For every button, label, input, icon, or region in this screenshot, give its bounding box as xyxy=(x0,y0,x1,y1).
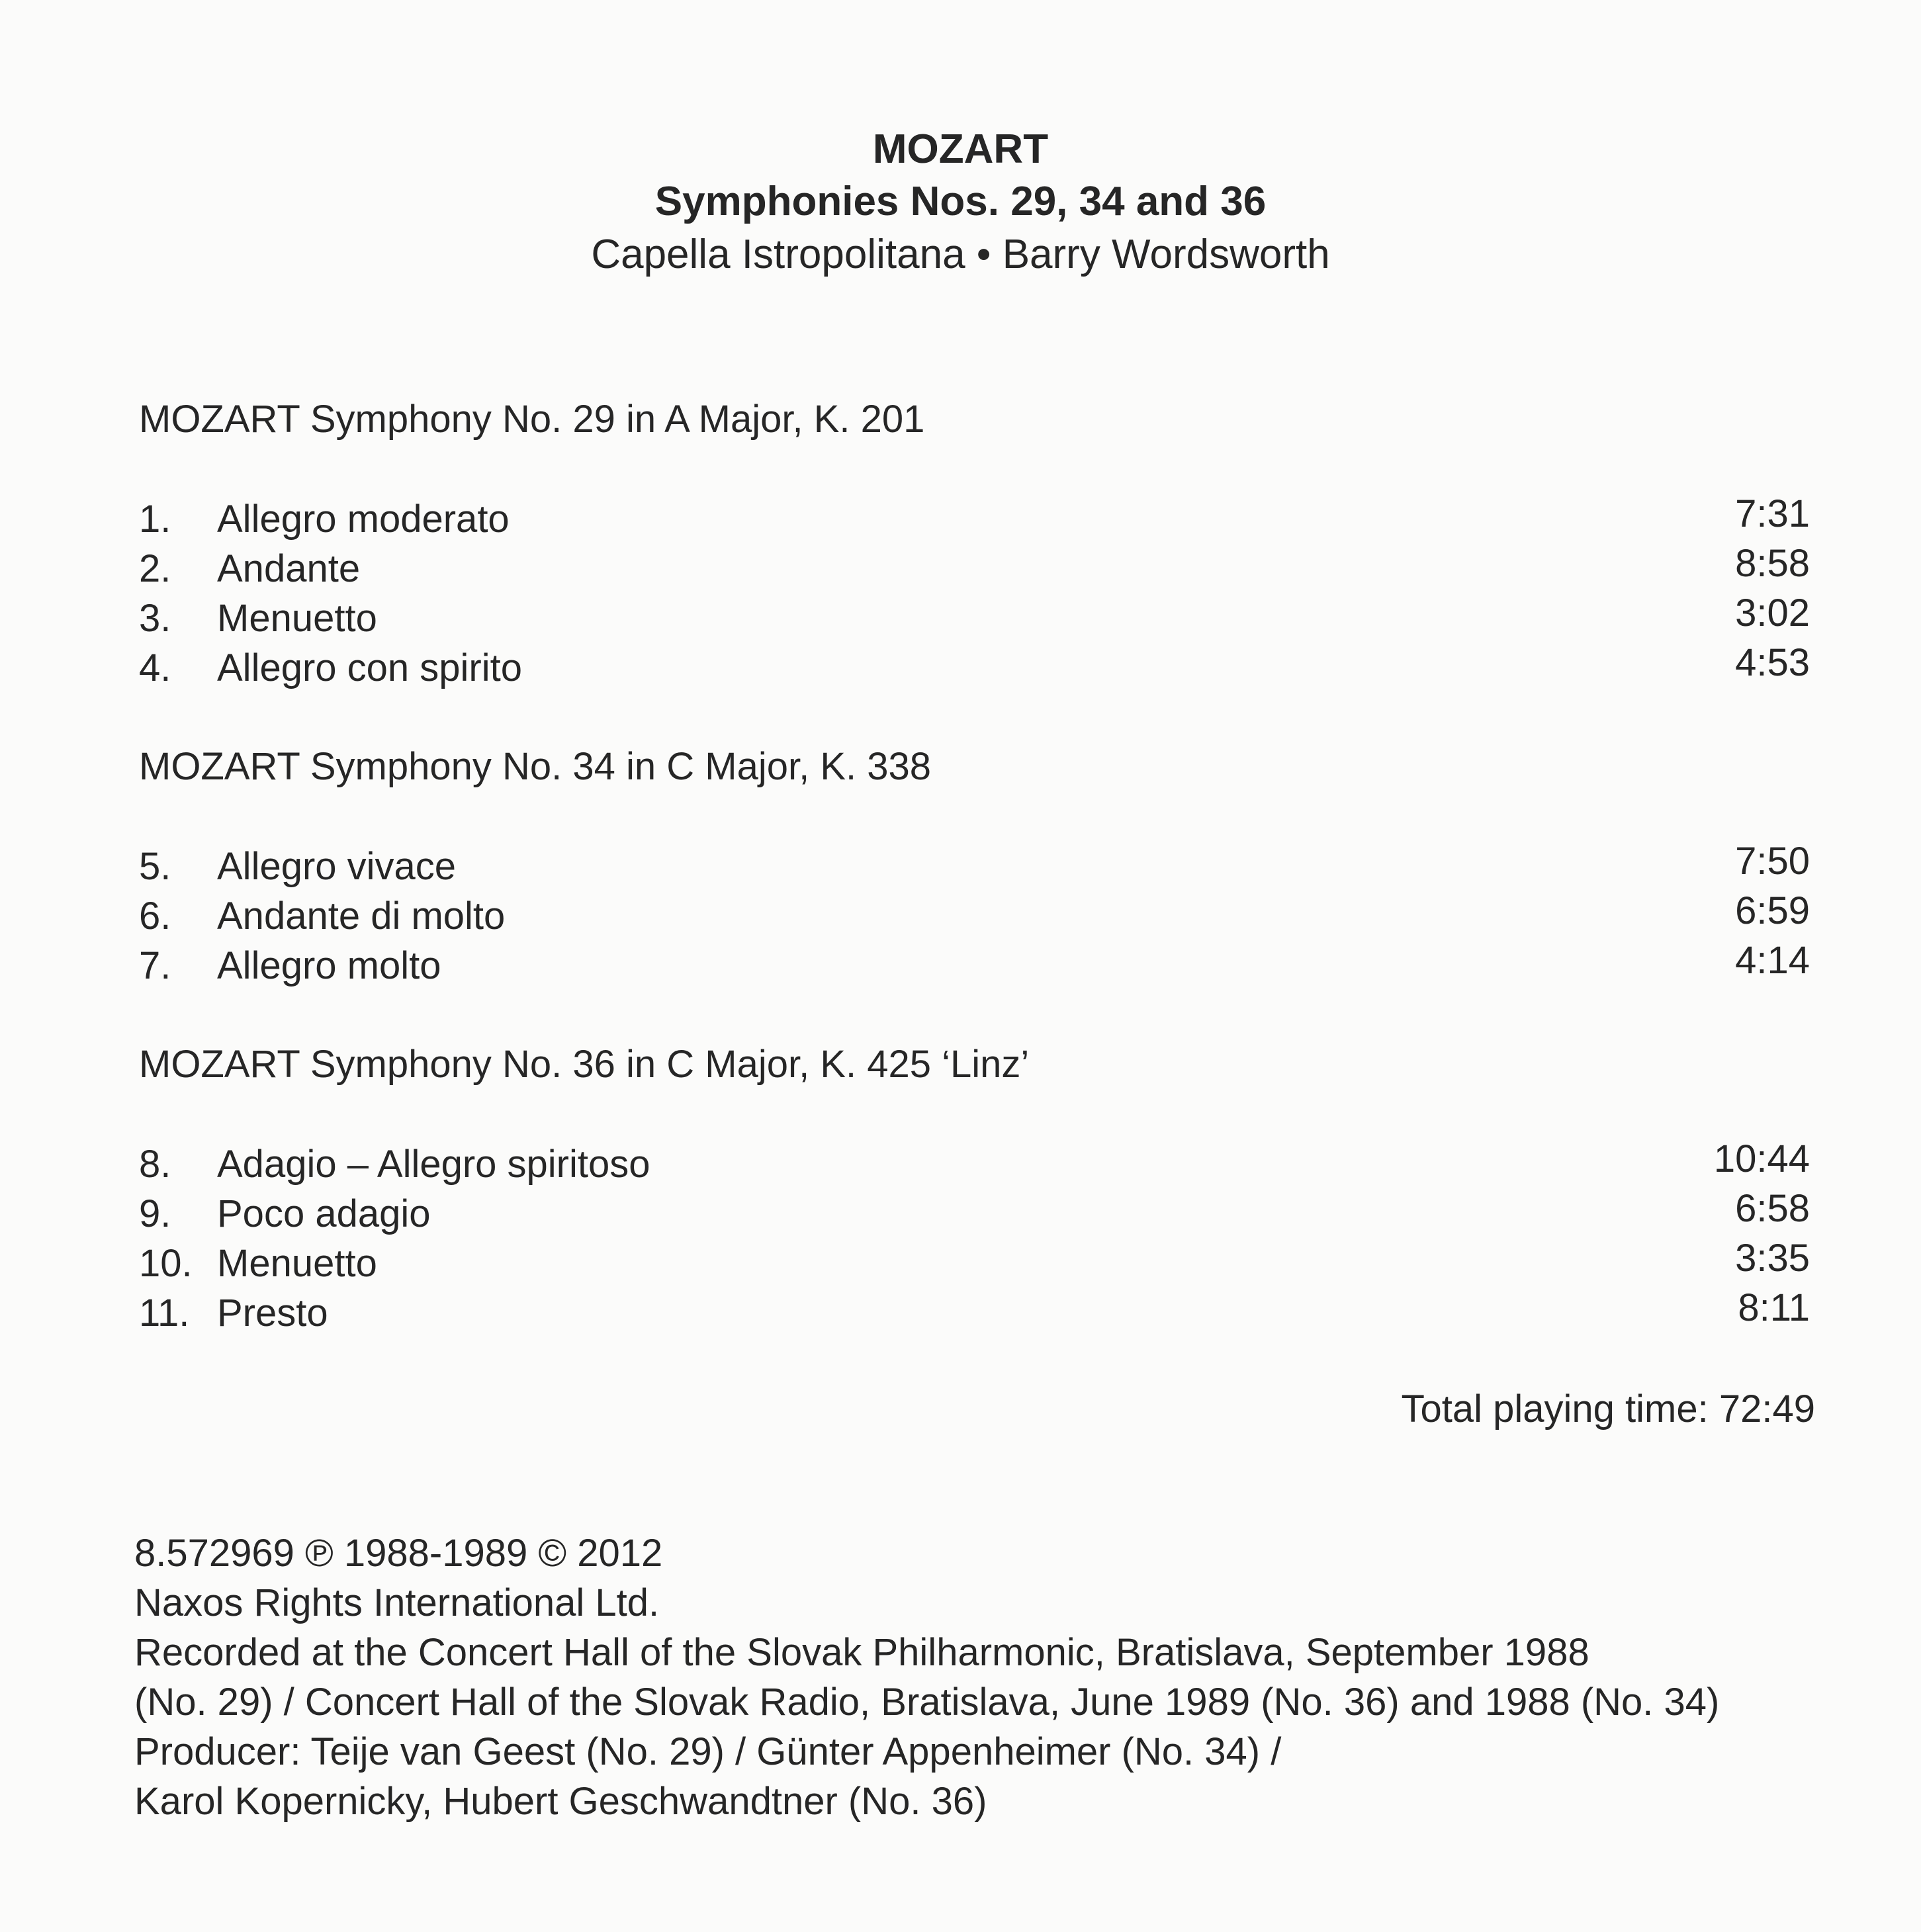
work-title: MOZART Symphony No. 34 in C Major, K. 338 xyxy=(139,745,932,788)
track-duration: 10:44 xyxy=(1713,1137,1810,1180)
track-row xyxy=(139,891,1810,941)
track-name: Allegro con spirito xyxy=(217,646,522,689)
track-row xyxy=(139,1288,1810,1338)
track-duration: 4:14 xyxy=(1735,939,1810,982)
recording-line: (No. 29) / Concert Hall of the Slovak Radio, Bratislava, June 1989 (No. 36) and 1988 (No. 34) xyxy=(134,1681,1720,1724)
track-name: Poco adagio xyxy=(217,1192,431,1235)
track-row xyxy=(139,494,1810,544)
track-duration: 4:53 xyxy=(1735,641,1810,684)
work-title: MOZART Symphony No. 36 in C Major, K. 425 ‘Linz’ xyxy=(139,1043,1030,1086)
track-row xyxy=(139,1239,1810,1288)
track-row xyxy=(139,593,1810,643)
track-duration: 8:58 xyxy=(1735,542,1810,585)
recording-line: Recorded at the Concert Hall of the Slovak Philharmonic, Bratislava, September 1988 xyxy=(134,1631,1589,1674)
track-name: Allegro molto xyxy=(217,944,441,987)
track-duration: 6:58 xyxy=(1735,1187,1810,1230)
track-row xyxy=(139,1139,1810,1189)
track-duration: 6:59 xyxy=(1735,889,1810,932)
track-name: Adagio – Allegro spiritoso xyxy=(217,1143,650,1186)
track-number: 9. xyxy=(139,1192,171,1235)
track-number: 6. xyxy=(139,895,171,938)
track-name: Menuetto xyxy=(217,597,377,640)
track-name: Andante xyxy=(217,547,361,590)
track-number: 8. xyxy=(139,1143,171,1186)
total-playing-time: Total playing time: 72:49 xyxy=(1401,1387,1815,1430)
track-row xyxy=(139,1189,1810,1239)
track-duration: 7:31 xyxy=(1735,492,1810,535)
track-number: 7. xyxy=(139,944,171,987)
work-title: MOZART Symphony No. 29 in A Major, K. 201 xyxy=(139,398,925,441)
track-duration: 8:11 xyxy=(1738,1286,1810,1329)
track-duration: 3:02 xyxy=(1735,592,1810,635)
track-name: Allegro vivace xyxy=(217,845,457,888)
track-number: 10. xyxy=(139,1242,193,1285)
track-name: Allegro moderato xyxy=(217,498,510,541)
producer-line: Producer: Teije van Geest (No. 29) / Günter Appenheimer (No. 34) / xyxy=(134,1730,1282,1773)
producer-line: Karol Kopernicky, Hubert Geschwandtner (No. 36) xyxy=(134,1780,987,1823)
track-duration: 7:50 xyxy=(1735,840,1810,883)
catalog-line: 8.572969 ℗ 1988-1989 © 2012 xyxy=(134,1532,663,1575)
track-name: Presto xyxy=(217,1292,328,1335)
track-number: 5. xyxy=(139,845,171,888)
track-row xyxy=(139,941,1810,990)
track-number: 1. xyxy=(139,498,171,541)
track-number: 11. xyxy=(139,1292,190,1335)
track-name: Menuetto xyxy=(217,1242,377,1285)
album-title: Symphonies Nos. 29, 34 and 36 xyxy=(654,179,1267,224)
track-row xyxy=(139,544,1810,593)
track-row xyxy=(139,643,1810,693)
label-line: Naxos Rights International Ltd. xyxy=(134,1581,660,1624)
track-duration: 3:35 xyxy=(1735,1237,1810,1280)
track-row xyxy=(139,842,1810,891)
album-composer: MOZART xyxy=(872,126,1049,172)
track-number: 2. xyxy=(139,547,171,590)
track-number: 4. xyxy=(139,646,171,689)
credits xyxy=(134,1528,1719,1826)
track-name: Andante di molto xyxy=(217,895,506,938)
album-performers: Capella Istropolitana • Barry Wordsworth xyxy=(591,232,1330,277)
track-number: 3. xyxy=(139,597,171,640)
